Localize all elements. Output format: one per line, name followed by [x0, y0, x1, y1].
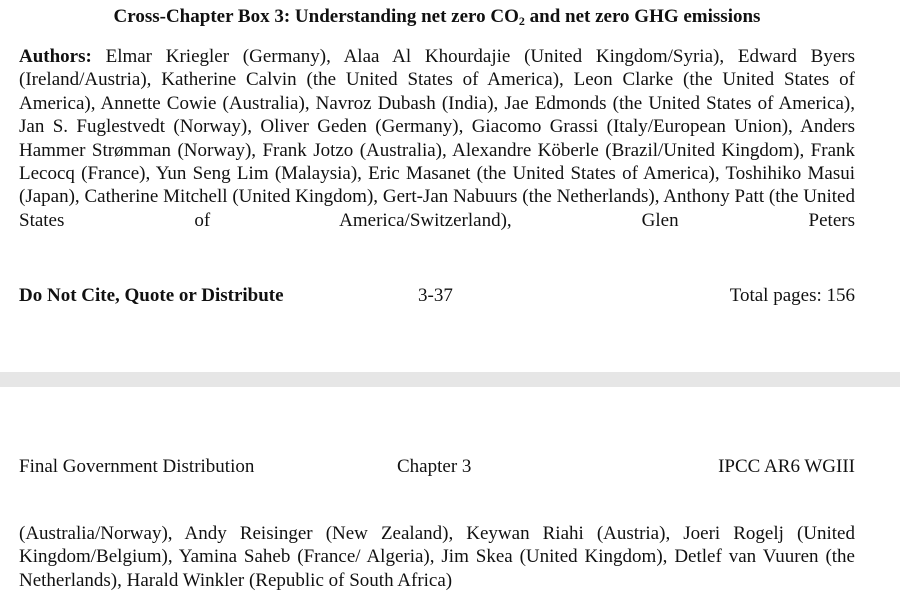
authors-list: Elmar Kriegler (Germany), Alaa Al Khourdajie (United Kingdom/Syria), Edward Byers (Ireland/Austria), Katherine Calvin (the United States of America), Leon Clarke (the United States of America), Annette Cowie (Australia), Navroz Dubash (India), Jae Edmonds (the United States of America), Jan S. Fuglestvedt (Norway), Oliver Geden (Germany), Giacomo Grassi (Italy/European Union), Anders Hammer Strømman (Norway), Frank Jotzo (Australia), Alexandre Köberle (Brazil/United Kingdom), Frank Lecocq (France), Yun Seng Lim (Malaysia), Eric Masanet (the United States of America), Toshihiko Masui (Japan), Catherine Mitchell (United Kingdom), Gert-Jan Nabuurs (the Netherlands), Anthony Patt (the United States of America/Switzerland), Glen Peters [19, 46, 855, 231]
header-report: IPCC AR6 WGIII [718, 456, 855, 477]
authors-label: Authors: [19, 46, 92, 67]
box-title-subscript: 2 [518, 14, 525, 28]
box-title-tail: and net zero GHG emissions [524, 6, 761, 27]
authors-paragraph [19, 45, 855, 232]
authors-continued-paragraph: (Australia/Norway), Andy Reisinger (New Zealand), Keywan Riahi (Austria), Joeri Rogelj (United Kingdom/Belgium), Yamina Saheb (France/ Algeria), Jim Skea (United Kingdom), Detlef van Vuuren (the Netherlands), Harald Winkler (Republic of South Africa) [19, 523, 855, 591]
page-header [19, 455, 855, 479]
footer-notice: Do Not Cite, Quote or Distribute [19, 285, 284, 306]
box-title [0, 6, 874, 28]
page-footer [19, 284, 855, 308]
page-separator [0, 372, 900, 387]
header-distribution: Final Government Distribution [19, 456, 255, 477]
header-chapter: Chapter 3 [397, 456, 472, 477]
footer-total-pages: Total pages: 156 [729, 285, 855, 306]
box-title-main: Cross-Chapter Box 3: Understanding net zero CO [113, 6, 519, 27]
footer-page-number: 3-37 [418, 285, 453, 306]
